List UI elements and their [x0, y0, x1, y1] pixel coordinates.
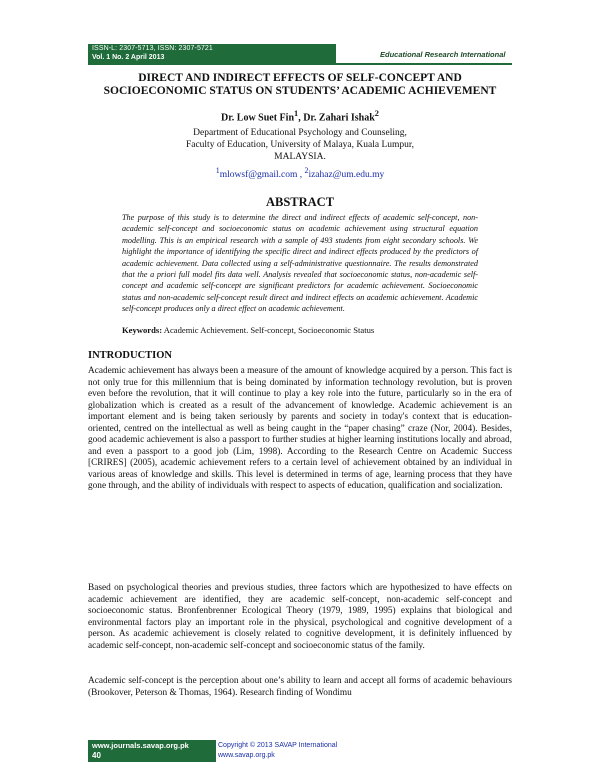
affiliation [150, 127, 450, 163]
email-2-link[interactable]: izahaz@um.edu.my [308, 170, 385, 181]
page-number: 40 [92, 751, 101, 760]
journal-url-link[interactable]: www.journals.savap.org.pk [92, 741, 189, 750]
title-line-2: SOCIOECONOMIC STATUS ON STUDENTS’ ACADEMIC ACHIEVEMENT [103, 85, 497, 97]
introduction-paragraph-2: Based on psychological theories and previous studies, three factors which are hypothesized to have effects on academic achievement are identified, they are academic self-concept, non-academic self-concept and socioeconomic status. Bronfenbrenner Ecological Theory (1979, 1989, 1995) explains that biological and environmental factors play an important role in the physical, psychological and cognitive development of a person. As academic achievement is closely related to cognitive development, it is definitely influenced by academic self-concept, non-academic self-concept and socioeconomic status of the family. [88, 583, 512, 651]
author-1-sup: 1 [294, 109, 299, 118]
affiliation-line-1: Department of Educational Psychology and Counseling, [193, 128, 407, 138]
copyright-text: Copyright © 2013 SAVAP International [218, 742, 338, 749]
introduction-paragraph-3: Academic self-concept is the perception about one’s ability to learn and accept all forms of academic behaviours (Brookover, Peterson & Thomas, 1964). Research finding of Wondimu [88, 676, 512, 698]
affiliation-line-2: Faculty of Education, University of Malaya, Kuala Lumpur, [185, 140, 415, 150]
author-2-sup: 2 [374, 109, 379, 118]
email-1-link[interactable]: mlowsf@gmail.com [219, 170, 298, 181]
abstract-heading: ABSTRACT [265, 195, 335, 209]
footer-banner [88, 740, 216, 762]
affiliation-line-3: MALAYSIA. [274, 152, 326, 162]
paper-title [88, 72, 512, 98]
email-separator: , [297, 170, 305, 181]
issn-text: ISSN-L: 2307-5713, ISSN: 2307-5721 [92, 45, 213, 52]
title-line-1: DIRECT AND INDIRECT EFFECTS OF SELF-CONCEPT AND [138, 72, 462, 84]
header-divider [88, 63, 512, 65]
introduction-heading: INTRODUCTION [88, 350, 173, 361]
author-emails [88, 166, 512, 180]
keywords-text: Academic Achievement. Self-concept, Socioeconomic Status [162, 325, 375, 335]
email-1-sup: 1 [215, 166, 220, 175]
author-1: Dr. Low Suet Fin [221, 112, 295, 124]
author-list [88, 109, 512, 123]
author-2: Dr. Zahari Ishak [303, 112, 375, 124]
site-link[interactable]: www.savap.org.pk [218, 752, 275, 759]
introduction-paragraph-1: Academic achievement has always been a measure of the amount of knowledge acquired by a person. This fact is not only true for this millennium that is being dominated by information technology revolution, but is proven even before the revolution, that it will continue to play a key role into the future, particularly so in the era of globalization which is created as a result of the advancement of knowledge. Academic achievement is an important element and is being taken seriously by parents and society in today's context that is education-oriented, centred on the intellectual as well as being caught in the “paper chasing” craze (Nor, 2004). Besides, good academic achievement is also a passport to further studies at higher learning institutions locally and abroad, and even a passport to a good job (Lim, 1998). According to the Research Centre on Academic Success [CRIRES] (2005), academic achievement refers to a certain level of achievement obtained by an individual in various areas of knowledge and skills. This level is determined in terms of age, learning process that they have gone through, and the ability of individuals with respect to aspects of education, qualification and socialization. [88, 366, 512, 491]
abstract-body: The purpose of this study is to determine the direct and indirect effects of academic self-concept, non-academic self-concept and socioeconomic status on academic achievement using structural equation modelling. This is an empirical research with a sample of 493 students from eight secondary schools. We highlight the importance of identifying the specific direct and indirect effects produced by the predictors of academic achievement. Data collected using a self-administrative questionnaire. The results demonstrated that the a priori full model fits data well. Analysis revealed that socioeconomic status, non-academic self-concept and academic self-concept are significant predictors for academic achievement. Socioeconomic status and non-academic self-concept result direct and indirect effects on academic achievement. Academic self-concept produces only a direct effect on academic achievement. [122, 213, 478, 314]
keywords [122, 325, 478, 335]
volume-text: Vol. 1 No. 2 April 2013 [92, 54, 165, 61]
email-2-sup: 2 [304, 166, 309, 175]
author-separator: , [298, 112, 304, 124]
keywords-label: Keywords: [122, 325, 163, 335]
journal-name: Educational Research International [380, 50, 506, 59]
footer-copyright [218, 741, 337, 761]
journal-issn-banner [88, 44, 336, 64]
